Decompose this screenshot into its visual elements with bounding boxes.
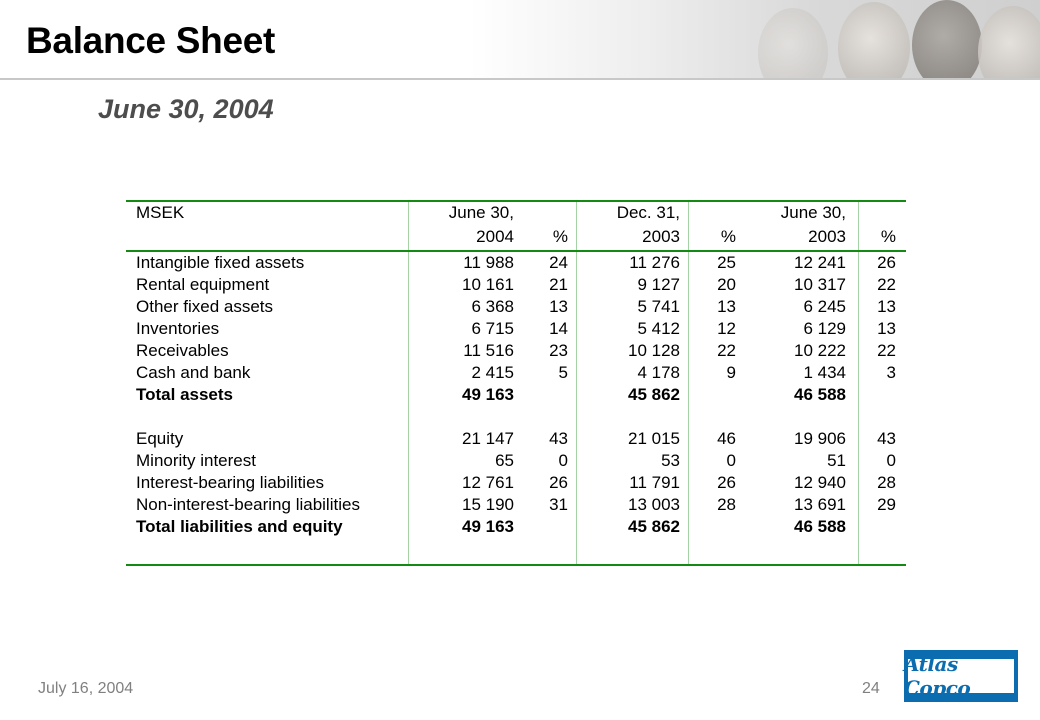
- page-title: Balance Sheet: [26, 20, 276, 61]
- value-dec-2003: 45 862: [628, 385, 680, 404]
- value-jun-2004: 21 147: [462, 429, 514, 448]
- value-jun-2003: 46 588: [794, 517, 846, 536]
- value-dec-2003: 5 412: [637, 319, 680, 338]
- pct-jun-2004: 5: [558, 363, 568, 382]
- people-photo: [912, 0, 982, 80]
- row-label: Total liabilities and equity: [136, 517, 343, 536]
- value-jun-2004: 10 161: [462, 275, 514, 294]
- value-jun-2004: 12 761: [462, 473, 514, 492]
- pct-dec-2003: 25: [717, 253, 736, 272]
- pct-jun-2004: 31: [549, 495, 568, 514]
- people-photo: [758, 8, 828, 80]
- row-label: Other fixed assets: [136, 297, 274, 316]
- column-divider: [408, 202, 409, 564]
- page-number: 24: [862, 680, 880, 697]
- people-photo: [838, 2, 910, 80]
- pct-jun-2004: 23: [549, 341, 568, 360]
- row-label: Total assets: [136, 385, 234, 404]
- value-jun-2003: 6 129: [803, 319, 846, 338]
- value-jun-2004: 49 163: [462, 517, 514, 536]
- header-divider: [0, 78, 1040, 80]
- logo-text: Atlas Copco: [904, 652, 971, 700]
- value-jun-2004: 15 190: [462, 495, 514, 514]
- pct-jun-2004: 26: [549, 473, 568, 492]
- value-dec-2003: 4 178: [637, 363, 680, 382]
- row-label: Cash and bank: [136, 363, 251, 382]
- value-dec-2003: 53: [661, 451, 680, 470]
- value-jun-2004: 11 988: [463, 253, 514, 272]
- value-dec-2003: 13 003: [628, 495, 680, 514]
- pct-dec-2003: 12: [717, 319, 736, 338]
- header-value-jun-2004: 2004: [476, 227, 514, 246]
- page-subtitle: June 30, 2004: [98, 94, 274, 124]
- pct-jun-2004: 14: [549, 319, 568, 338]
- value-jun-2003: 10 317: [794, 275, 846, 294]
- row-label: Inventories: [136, 319, 220, 338]
- pct-jun-2003: 3: [886, 363, 896, 382]
- pct-jun-2003: 29: [877, 495, 896, 514]
- row-label: Rental equipment: [136, 275, 270, 294]
- value-dec-2003: 9 127: [637, 275, 680, 294]
- value-jun-2004: 49 163: [462, 385, 514, 404]
- column-divider: [688, 202, 689, 564]
- pct-dec-2003: 0: [726, 451, 736, 470]
- column-divider: [576, 202, 577, 564]
- atlas-copco-logo: [904, 650, 1018, 702]
- people-photo: [978, 6, 1040, 80]
- pct-jun-2003: 43: [877, 429, 896, 448]
- value-jun-2003: 1 434: [803, 363, 846, 382]
- pct-dec-2003: 20: [717, 275, 736, 294]
- value-jun-2004: 11 516: [463, 341, 514, 360]
- value-dec-2003: 11 276: [629, 253, 680, 272]
- value-dec-2003: 10 128: [628, 341, 680, 360]
- header-value-dec-2003: 2003: [642, 227, 680, 246]
- pct-jun-2003: 0: [886, 451, 896, 470]
- pct-dec-2003: 28: [717, 495, 736, 514]
- row-label: Minority interest: [136, 451, 256, 470]
- footer-date: July 16, 2004: [38, 680, 134, 697]
- pct-jun-2004: 43: [549, 429, 568, 448]
- row-label: Interest-bearing liabilities: [136, 473, 325, 492]
- value-jun-2004: 6 715: [471, 319, 514, 338]
- pct-jun-2004: 13: [549, 297, 568, 316]
- pct-dec-2003: 13: [717, 297, 736, 316]
- pct-jun-2004: 0: [558, 451, 568, 470]
- pct-jun-2003: 22: [877, 341, 896, 360]
- pct-dec-2003: 46: [717, 429, 736, 448]
- value-jun-2004: 65: [495, 451, 514, 470]
- pct-dec-2003: 26: [717, 473, 736, 492]
- header-pct-dec-2003: %: [720, 227, 736, 246]
- header-value-jun-2003: June 30,: [780, 203, 846, 222]
- pct-jun-2003: 22: [877, 275, 896, 294]
- header-pct-jun-2004: %: [552, 227, 568, 246]
- pct-jun-2003: 13: [877, 319, 896, 338]
- value-jun-2003: 51: [827, 451, 846, 470]
- value-jun-2003: 12 940: [794, 473, 846, 492]
- pct-jun-2004: 21: [549, 275, 568, 294]
- value-jun-2003: 12 241: [794, 253, 846, 272]
- value-dec-2003: 11 791: [629, 473, 680, 492]
- header-value-dec-2003: Dec. 31,: [616, 203, 680, 222]
- value-jun-2004: 6 368: [471, 297, 514, 316]
- header-value-jun-2003: 2003: [808, 227, 846, 246]
- pct-dec-2003: 9: [726, 363, 736, 382]
- value-dec-2003: 21 015: [628, 429, 680, 448]
- column-divider: [858, 202, 859, 564]
- value-jun-2003: 6 245: [803, 297, 846, 316]
- pct-jun-2003: 28: [877, 473, 896, 492]
- value-jun-2003: 13 691: [794, 495, 846, 514]
- value-dec-2003: 5 741: [637, 297, 680, 316]
- value-jun-2003: 19 906: [794, 429, 846, 448]
- pct-jun-2003: 13: [877, 297, 896, 316]
- value-jun-2003: 46 588: [794, 385, 846, 404]
- value-jun-2003: 10 222: [794, 341, 846, 360]
- header-value-jun-2004: June 30,: [448, 203, 514, 222]
- header-pct-jun-2003: %: [880, 227, 896, 246]
- header-row-label: MSEK: [136, 203, 185, 222]
- row-label: Receivables: [136, 341, 229, 360]
- balance-sheet-table: [126, 200, 906, 566]
- row-label: Intangible fixed assets: [136, 253, 305, 272]
- value-dec-2003: 45 862: [628, 517, 680, 536]
- row-label: Non-interest-bearing liabilities: [136, 495, 360, 514]
- row-label: Equity: [136, 429, 184, 448]
- value-jun-2004: 2 415: [471, 363, 514, 382]
- pct-jun-2004: 24: [549, 253, 568, 272]
- pct-jun-2003: 26: [877, 253, 896, 272]
- pct-dec-2003: 22: [717, 341, 736, 360]
